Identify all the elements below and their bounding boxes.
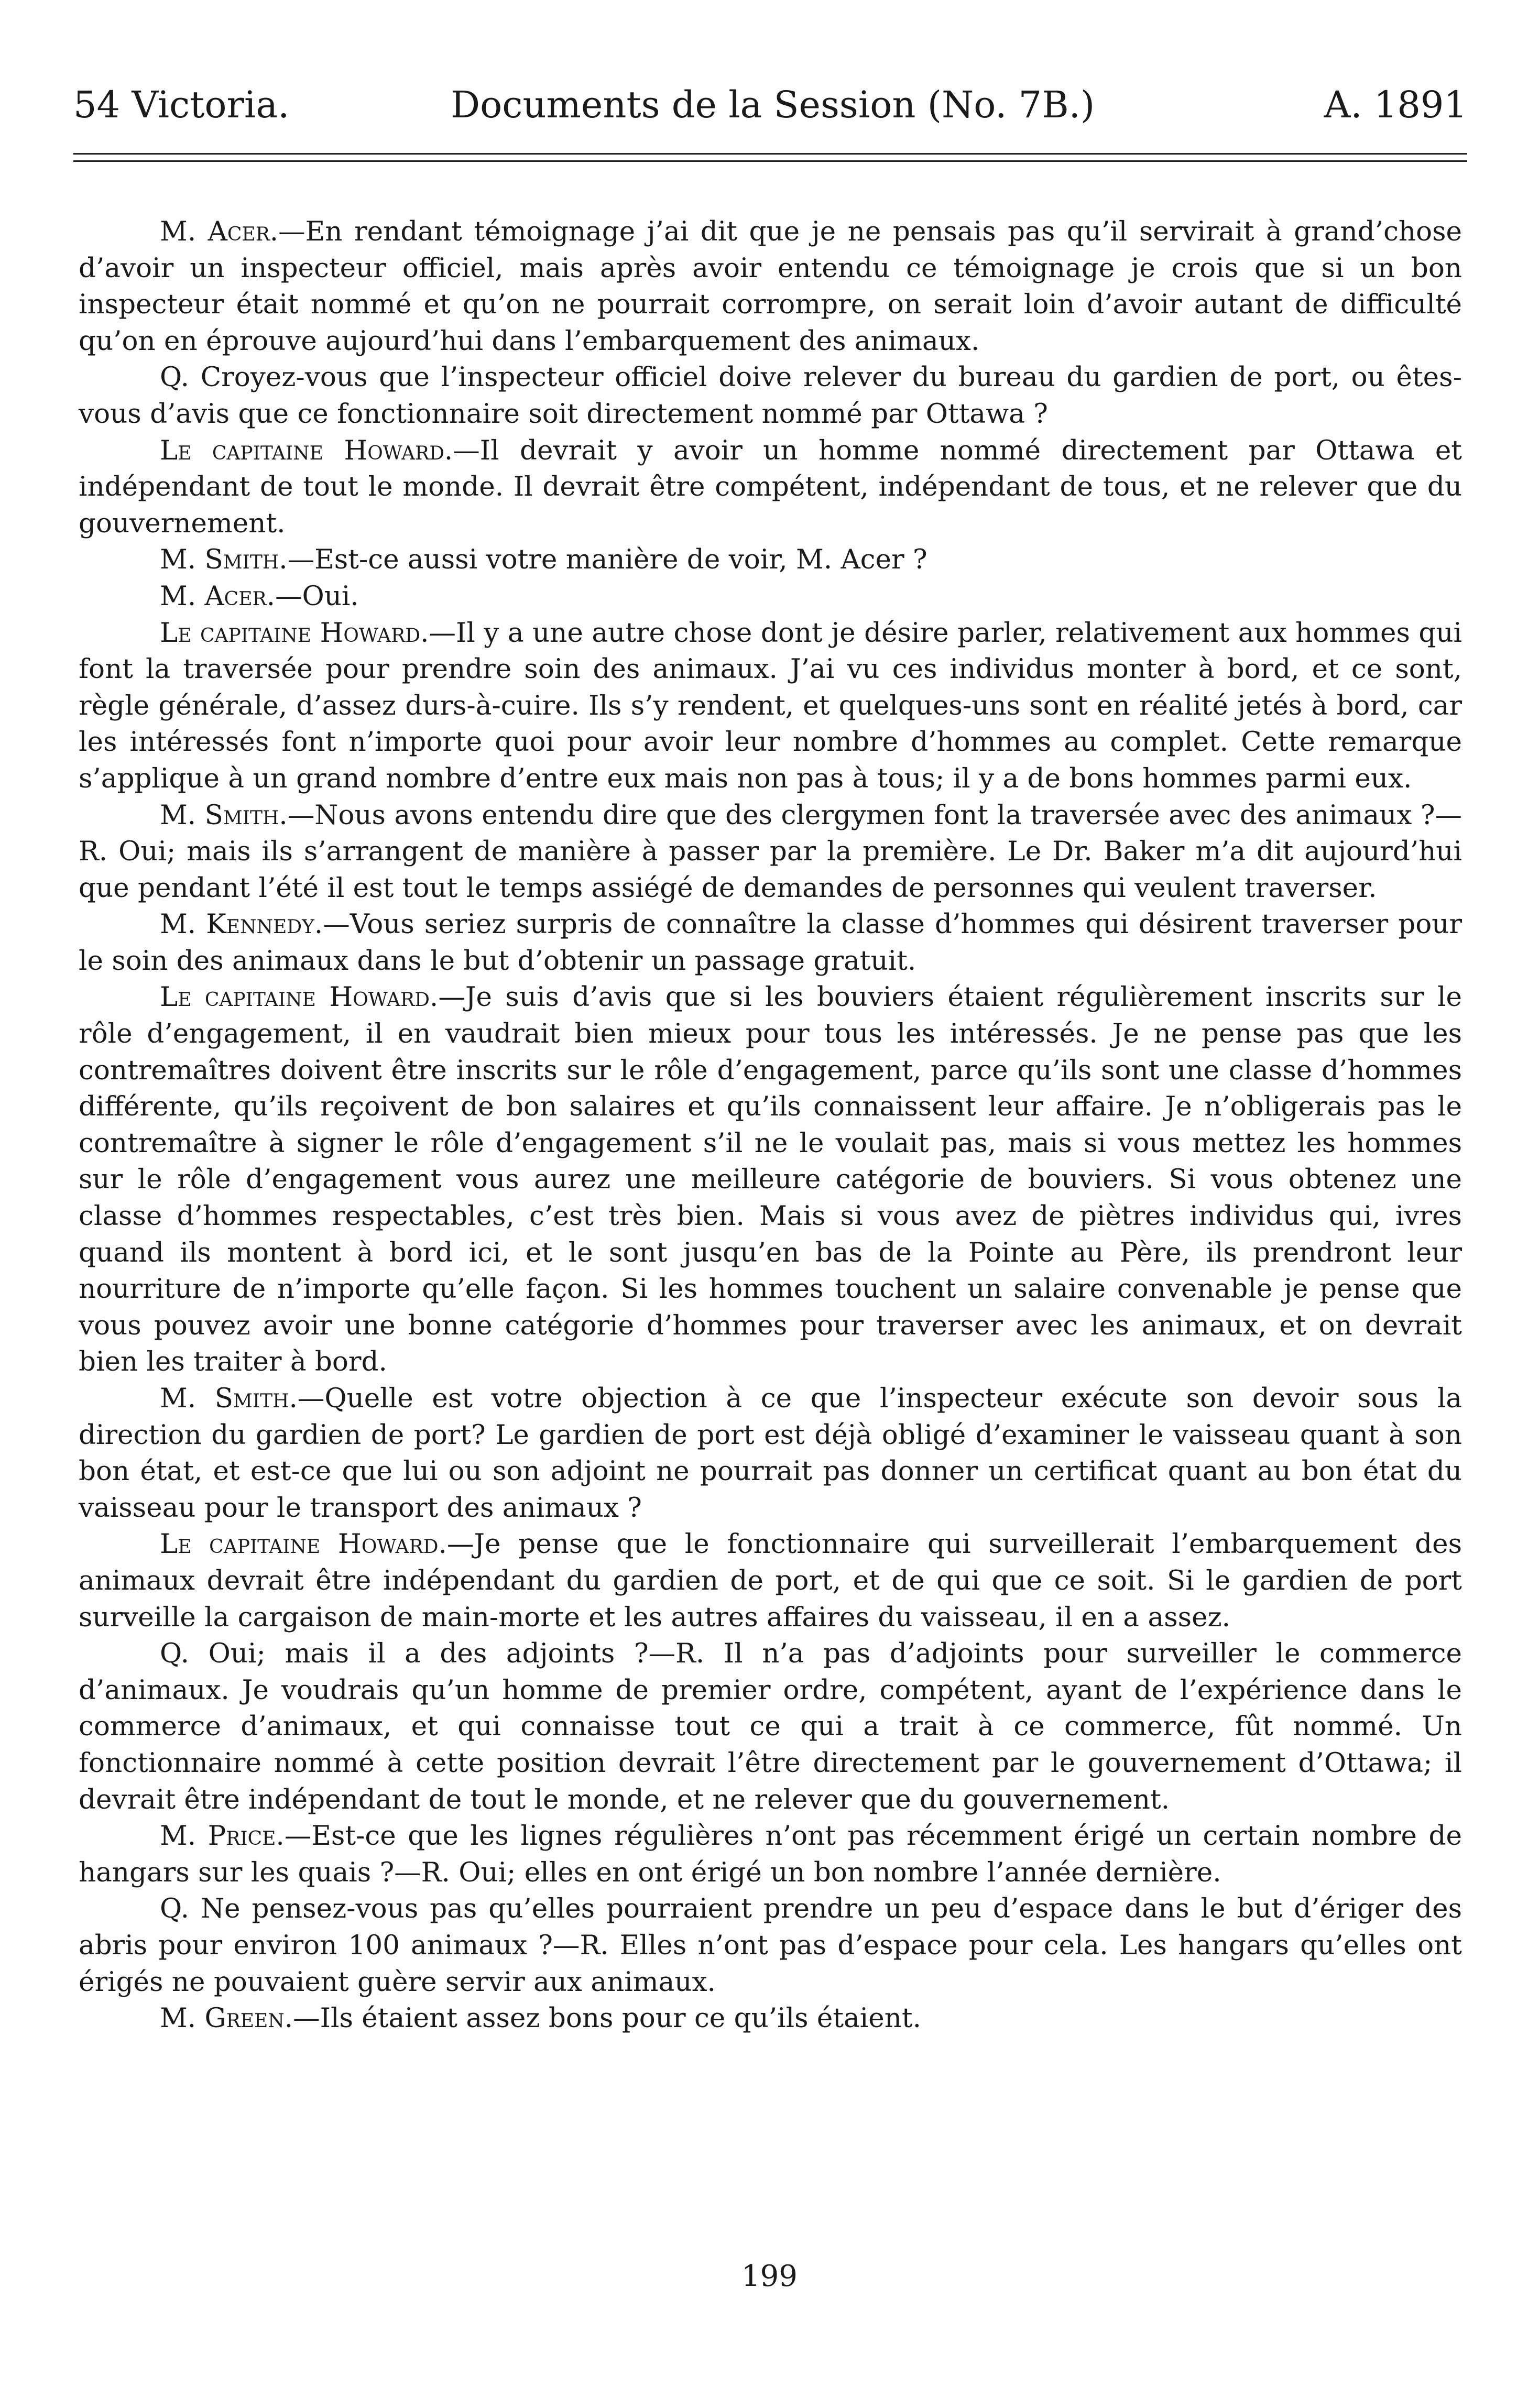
paragraph xyxy=(79,542,1462,578)
speaker-name: Le capitaine Howard. xyxy=(160,981,439,1013)
paragraph-text: —Nous avons entendu dire que des clergymen font la traversée avec des animaux ?—R. Oui; mais ils s’arrangent de manière à passer par la première. Le Dr. Baker m’a dit aujourd’hui que pendant l’été il est tout le temps assiégé de demandes de personnes qui veulent traverser. xyxy=(79,799,1462,904)
paragraph xyxy=(79,359,1462,432)
paragraph-text: —Je suis d’avis que si les bouviers étaient régulièrement inscrits sur le rôle d’engagement, il en vaudrait bien mieux pour tous les intéressés. Je ne pense pas que les contremaîtres doivent être inscrits sur le rôle d’engagement, parce qu’ils sont une classe d’hommes différente, qu’ils reçoivent de bon salaires et qu’ils connaissent leur affaire. Je n’obligerais pas le contremaître à signer le rôle d’engagement s’il ne le voulait pas, mais si vous mettez les hommes sur le rôle d’engagement vous aurez une meilleure catégorie de bouviers. Si vous obtenez une classe d’hommes respectables, c’est très bien. Mais si vous avez de piètres individus qui, ivres quand ils montent à bord ici, et le sont jusqu’en bas de la Pointe au Père, ils prendront leur nourriture de n’importe qu’elle façon. Si les hommes touchent un salaire convenable je pense que vous pouvez avoir une bonne catégorie d’hommes pour traverser avec les animaux, et on devrait bien les traiter à bord. xyxy=(79,981,1462,1378)
paragraph xyxy=(79,906,1462,979)
header-rule-top xyxy=(73,153,1467,155)
paragraph-text: Q. Croyez-vous que l’inspecteur officiel doive relever du bureau du gardien de port, ou êtes-vous d’avis que ce fonctionnaire soit directement nommé par Ottawa ? xyxy=(79,362,1462,430)
paragraph xyxy=(79,979,1462,1381)
header-rule-bottom xyxy=(73,160,1467,162)
paragraph xyxy=(79,214,1462,359)
speaker-name: Le capitaine Howard. xyxy=(160,434,453,466)
speaker-name: M. Price. xyxy=(160,1820,285,1852)
paragraph xyxy=(79,1526,1462,1636)
paragraph xyxy=(79,1381,1462,1526)
paragraph-text: —Il y a une autre chose dont je désire parler, relativement aux hommes qui font la traversée pour prendre soin des animaux. J’ai vu ces individus monter à bord, et ce sont, règle générale, d’assez durs-à-cuire. Ils s’y rendent, et quelques-uns sont en réalité jetés à bord, car les intéressés font n’importe quoi pour avoir leur nombre d’hommes au complet. Cette remarque s’applique à un grand nombre d’entre eux mais non pas à tous; il y a de bons hommes parmi eux. xyxy=(79,617,1462,794)
speaker-name: M. Kennedy. xyxy=(160,909,323,940)
speaker-name: M. Smith. xyxy=(160,799,288,831)
paragraph xyxy=(79,615,1462,797)
paragraph-text: —Je pense que le fonctionnaire qui surveillerait l’embarquement des animaux devrait être indépendant du gardien de port, et de qui que ce soit. Si le gardien de port surveille la cargaison de main-morte et les autres affaires du vaisseau, il en a assez. xyxy=(79,1528,1462,1633)
paragraph-text: Q. Ne pensez-vous pas qu’elles pourraient prendre un peu d’espace dans le but d’ériger des abris pour environ 100 animaux ?—R. Elles n’ont pas d’espace pour cela. Les hangars qu’elles ont érigés ne pouvaient guère servir aux animaux. xyxy=(79,1893,1462,1998)
paragraph-text: —Est-ce aussi votre manière de voir, M. Acer ? xyxy=(287,544,927,576)
paragraph-text: Q. Oui; mais il a des adjoints ?—R. Il n’a pas d’adjoints pour surveiller le commerce d’animaux. Je voudrais qu’un homme de premier ordre, compétent, ayant de l’expérience dans le commerce d’animaux, et qui connaisse tout ce qui a trait à ce commerce, fût nommé. Un fonctionnaire nommé à cette position devrait l’être directement par le gouvernement d’Ottawa; il devrait être indépendant de tout le monde, et ne relever que du gouvernement. xyxy=(79,1638,1462,1815)
paragraph-text: —Vous seriez surpris de connaître la classe d’hommes qui désirent traverser pour le soin des animaux dans le but d’obtenir un passage gratuit. xyxy=(79,909,1462,977)
header-left: 54 Victoria. xyxy=(73,83,290,126)
paragraph-text: —Quelle est votre objection à ce que l’inspecteur exécute son devoir sous la direction du gardien de port? Le gardien de port est déjà obligé d’examiner le vaisseau quant à son bon état, et est-ce que lui ou son adjoint ne pourrait pas donner un certificat quant au bon état du vaisseau pour le transport des animaux ? xyxy=(79,1383,1462,1524)
paragraph xyxy=(79,433,1462,542)
speaker-name: Le capitaine Howard. xyxy=(160,1528,447,1560)
paragraph xyxy=(79,1636,1462,1818)
paragraph-text: —Il devrait y avoir un homme nommé directement par Ottawa et indépendant de tout le monde. Il devrait être compétent, indépendant de tous, et ne relever que du gouvernement. xyxy=(79,434,1462,539)
speaker-name: M. Smith. xyxy=(160,544,288,576)
paragraph xyxy=(79,1818,1462,1891)
paragraph xyxy=(79,1891,1462,2000)
speaker-name: M. Smith. xyxy=(160,1383,298,1414)
paragraph xyxy=(79,578,1462,615)
paragraph xyxy=(79,2000,1462,2037)
paragraph xyxy=(79,797,1462,907)
page-number: 199 xyxy=(741,2259,798,2293)
speaker-name: M. Acer. xyxy=(160,216,279,247)
page-header xyxy=(73,79,1467,131)
paragraph-text: —Ils étaient assez bons pour ce qu’ils étaient. xyxy=(293,2002,921,2034)
body-text xyxy=(79,199,1462,2037)
header-center: Documents de la Session (No. 7B.) xyxy=(451,83,1095,126)
speaker-name: Le capitaine Howard. xyxy=(160,617,429,649)
paragraph-text: —En rendant témoignage j’ai dit que je ne pensais pas qu’il servirait à grand’chose d’avoir un inspecteur officiel, mais après avoir entendu ce témoignage je crois que si un bon inspecteur était nommé et qu’on ne pourrait corrompre, on serait loin d’avoir autant de difficulté qu’on en éprouve aujourd’hui dans l’embarquement des animaux. xyxy=(79,216,1462,357)
paragraph-text: —Oui. xyxy=(275,580,359,612)
header-right: A. 1891 xyxy=(1324,83,1467,126)
speaker-name: M. Green. xyxy=(160,2002,293,2034)
paragraph-text: —Est-ce que les lignes régulières n’ont pas récemment érigé un certain nombre de hangars sur les quais ?—R. Oui; elles en ont érigé un bon nombre l’année dernière. xyxy=(79,1820,1462,1888)
speaker-name: M. Acer. xyxy=(160,580,275,612)
